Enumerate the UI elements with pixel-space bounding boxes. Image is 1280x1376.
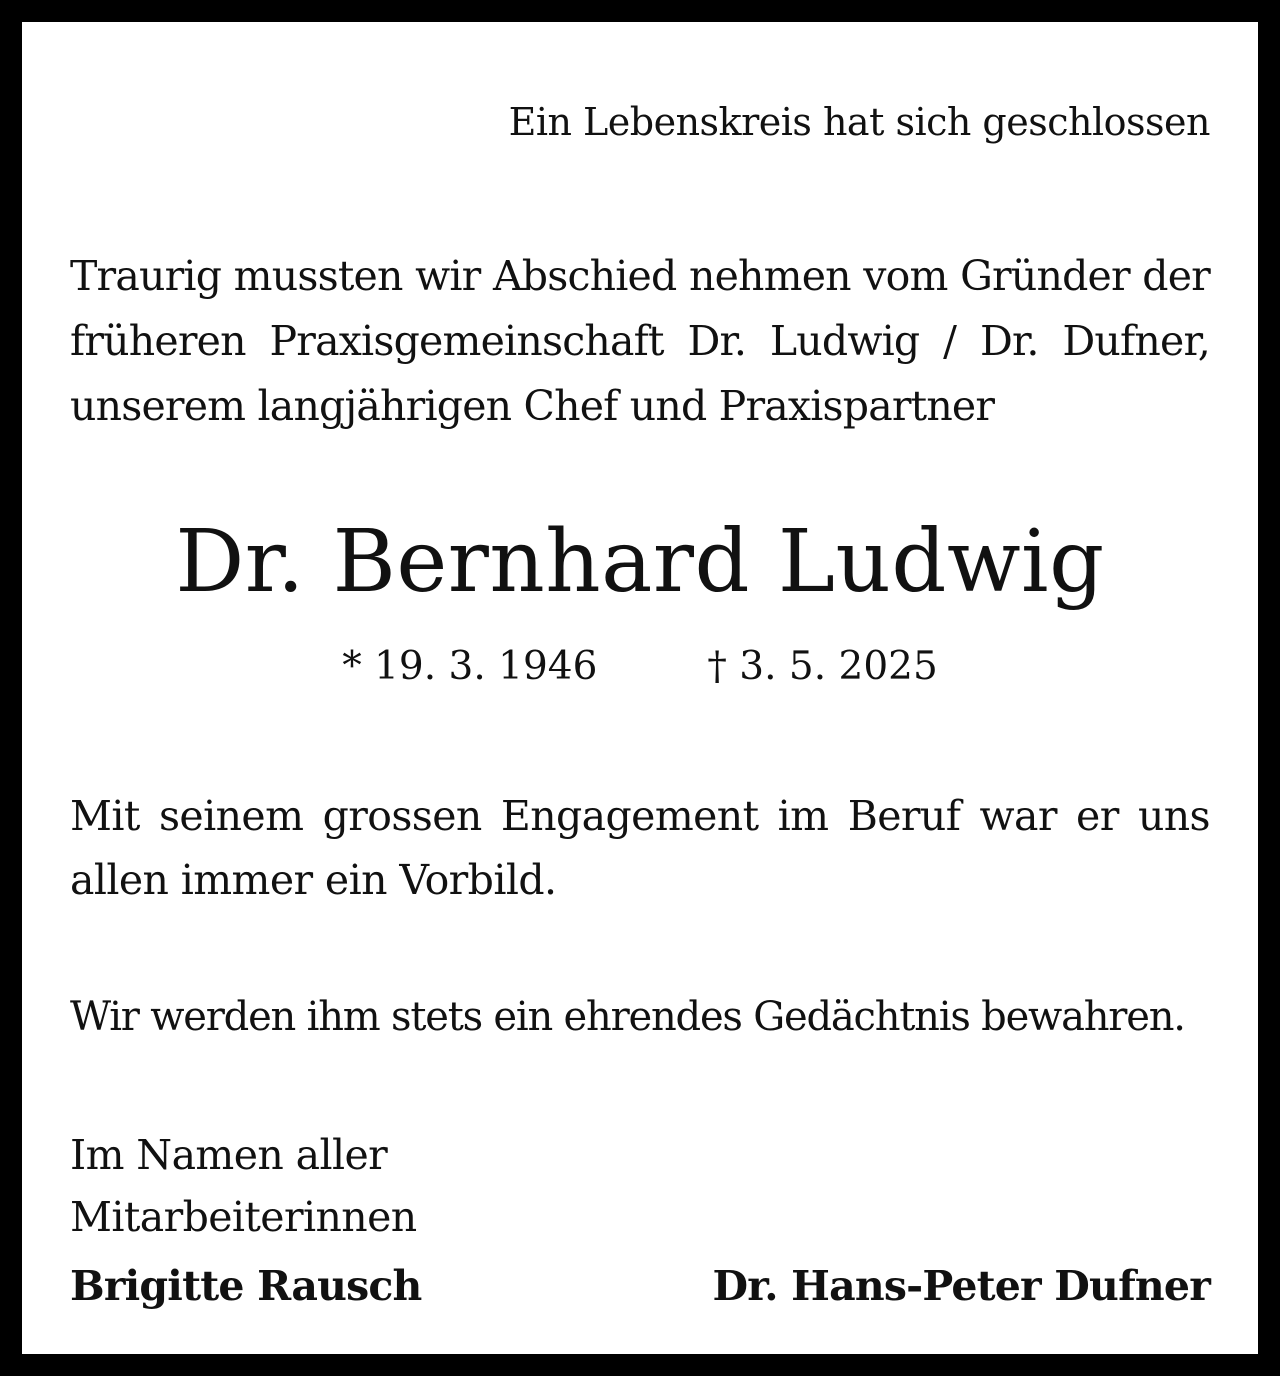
- closing-line-1: Im Namen aller: [70, 1131, 388, 1179]
- intro-paragraph: [70, 244, 1210, 439]
- tribute-paragraph: [70, 784, 1210, 912]
- closing-text: [70, 1124, 417, 1248]
- life-dates: [22, 644, 1258, 689]
- signature-left: Brigitte Rausch: [70, 1262, 422, 1310]
- remembrance-text: Wir werden ihm stets ein ehrendes Gedächtnis bewahren.: [70, 994, 1185, 1040]
- tribute-line-1: Mit seinem grossen Engagement im Beruf war er uns: [70, 792, 1210, 840]
- intro-line-1: Traurig mussten wir Abschied nehmen vom Gründer der: [70, 252, 1210, 300]
- birth-date: * 19. 3. 1946: [342, 644, 598, 689]
- intro-line-2: früheren Praxisgemeinschaft Dr. Ludwig / Dr. Dufner,: [70, 317, 1210, 365]
- deceased-name: Dr. Bernhard Ludwig: [175, 512, 1105, 612]
- death-date: † 3. 5. 2025: [707, 644, 938, 689]
- intro-line-3: unserem langjährigen Chef und Praxispartner: [70, 382, 995, 430]
- motto-text: Ein Lebenskreis hat sich geschlossen: [508, 100, 1210, 144]
- closing-line-2: Mitarbeiterinnen: [70, 1193, 417, 1241]
- signature-right: Dr. Hans-Peter Dufner: [712, 1262, 1210, 1310]
- tribute-line-2: allen immer ein Vorbild.: [70, 856, 557, 904]
